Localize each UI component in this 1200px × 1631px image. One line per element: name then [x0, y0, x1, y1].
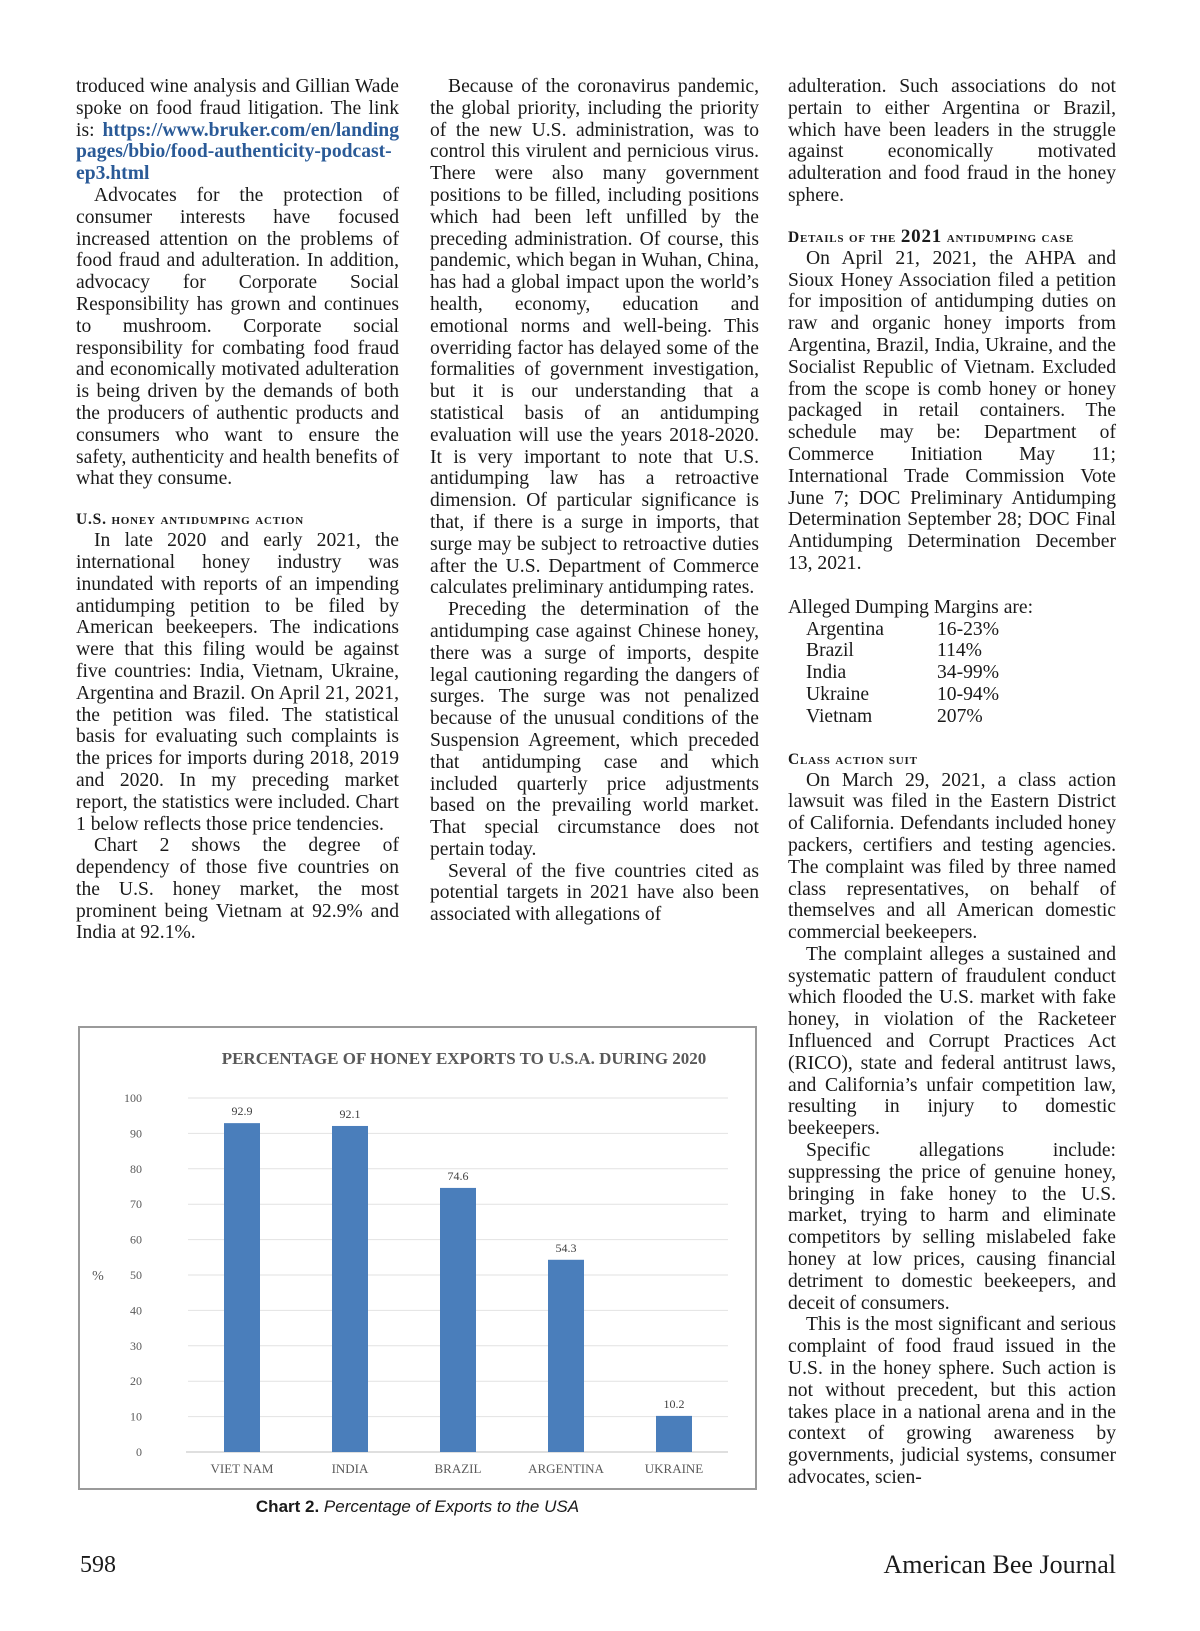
data-label: 92.9: [231, 1104, 253, 1119]
paragraph: Advocates for the protection of consumer interests have focused increased attention on the problems of food fraud and adulteration. In addition, advocacy for Corporate Social Responsibility has grown and continues to mushroom. Corporate social responsibility for combating food fraud and economically motivated adulteration is being driven by the demands of both the producers of authentic products and consumers who want to ensure the safety, authenticity and health benefits of what they consume.: [76, 184, 399, 490]
table-row: [806, 684, 999, 706]
heading-year: 2021: [900, 225, 943, 247]
category-label: BRAZIL: [434, 1461, 482, 1476]
chart-caption: [78, 1497, 757, 1517]
country-cell: Argentina: [806, 618, 884, 640]
data-label: 92.1: [339, 1106, 361, 1121]
category-label: INDIA: [331, 1461, 369, 1476]
y-tick-label: 90: [130, 1126, 142, 1141]
paragraph: Specific allegations include: suppressing the price of genuine honey, bringing in fake honey to the U.S. market, trying to harm and eliminate competitors by selling mislabeled fake honey at low prices, causing financial detriment to domestic beekeepers, and deceit of consumers.: [788, 1140, 1116, 1314]
chart-title: PERCENTAGE OF HONEY EXPORTS TO U.S.A. DURING 2020: [221, 1049, 707, 1068]
y-tick-label: 60: [130, 1232, 142, 1247]
paragraph: Preceding the determination of the antidumping case against Chinese honey, there was a surge of imports, despite legal cautioning regarding the dangers of surges. The surge was not penalized because of the unusual conditions of the Suspension Agreement, which preceded that antidumping case and which included quarterly price adjustments based on the prevailing world market. That special circumstance does not pertain today.: [430, 599, 759, 860]
y-tick-label: 20: [130, 1374, 142, 1389]
bar: [656, 1416, 692, 1452]
y-tick-label: 0: [136, 1445, 142, 1459]
y-tick-label: 50: [130, 1268, 142, 1282]
paragraph-text: troduced wine analysis and Gillian Wade spoke on food fraud litigation. The link is:: [76, 76, 399, 141]
section-heading-2021-details: [788, 227, 1116, 248]
paragraph: On March 29, 2021, a class action lawsuit was filed in the Eastern District of California. Defendants included honey packers, certifiers and testing agencies. The complaint was filed by three named class representatives, on behalf of themselves and all American domestic commercial beekeepers.: [788, 769, 1116, 944]
section-heading-class-action: Class action suit: [788, 750, 918, 768]
table-row: [806, 662, 999, 684]
data-label: 10.2: [663, 1396, 685, 1411]
y-axis-label: %: [92, 1269, 104, 1284]
y-tick-label: 40: [130, 1303, 142, 1318]
column-3: [788, 76, 1116, 1489]
paragraph: On April 21, 2021, the AHPA and Sioux Honey Association filed a petition for imposition of antidumping duties on raw and organic honey imports from Argentina, Brazil, India, Ukraine, and the Socialist Republic of Vietnam. Excluded from the scope is comb honey or honey packaged in retail containers. The schedule may be: Department of Commerce Initiation May 11; International Trade Commission Vote June 7; DOC Preliminary Antidumping Determination September 28; DOC Final Antidumping Determination December 13, 2021.: [788, 247, 1116, 574]
y-tick-label: 30: [130, 1338, 142, 1353]
margin-cell: 34-99%: [937, 662, 1000, 684]
margin-cell: 207%: [937, 705, 983, 727]
paragraph: adulteration. Such associations do not pertain to either Argentina or Brazil, which have been leaders in the struggle against economically motivated adulteration and food fraud in the honey sphere.: [788, 76, 1116, 206]
table-row: [806, 640, 999, 662]
bar: [332, 1126, 368, 1452]
paragraph: This is the most significant and serious complaint of food fraud issued in the U.S. in the honey sphere. Such action is not without precedent, but this action takes place in a national arena and in the context of growing awareness by governments, judicial systems, consumer advocates, scien-: [788, 1314, 1116, 1489]
margin-cell: 114%: [937, 640, 982, 662]
chart-2-container: [78, 1026, 757, 1490]
bar: [440, 1188, 476, 1452]
bruker-podcast-link[interactable]: https://www.bruker.com/en/landingpages/bbio/food-authenticity-podcast-ep3.html: [76, 119, 399, 185]
paragraph: Because of the coronavirus pandemic, the global priority, including the priority of the new U.S. administration, was to control this virulent and pernicious virus. There were also many government positions to be filled, including positions which had been left unfilled by the preceding administration. Of course, this pandemic, which began in Wuhan, China, has had a global impact upon the world’s health, economy, education and emotional norms and well-being. This overriding factor has delayed some of the formalities of government investigation, but it is our understanding that a statistical basis of an antidumping evaluation will use the years 2018-2020. It is very important to note that U.S. antidumping law has a retroactive dimension. Of particular significance is that, if there is a surge in imports, that surge may be subject to retroactive duties after the U.S. Department of Commerce calculates preliminary antidumping rates.: [430, 76, 759, 599]
y-tick-label: 100: [124, 1091, 142, 1105]
table-row: [806, 706, 999, 728]
column-2: [430, 76, 759, 926]
section-heading-antidumping-action: U.S. honey antidumping action: [76, 511, 305, 529]
category-label: ARGENTINA: [528, 1461, 604, 1476]
dumping-margins-title: Alleged Dumping Margins are:: [788, 596, 1034, 618]
bar-chart: [80, 1028, 755, 1488]
country-cell: Ukraine: [806, 683, 870, 705]
y-tick-label: 80: [130, 1161, 142, 1176]
paragraph: Several of the five countries cited as potential targets in 2021 have also been associated with allegations of: [430, 860, 759, 926]
margin-cell: 10-94%: [937, 683, 1000, 705]
y-tick-label: 70: [130, 1197, 142, 1212]
y-tick-label: 10: [130, 1409, 142, 1424]
bar: [224, 1123, 260, 1452]
country-cell: India: [806, 662, 847, 684]
country-cell: Vietnam: [806, 705, 873, 727]
journal-name: American Bee Journal: [883, 1550, 1116, 1579]
margin-cell: 16-23%: [937, 618, 1000, 640]
page-number: 598: [80, 1552, 116, 1578]
caption-label: Chart 2.: [255, 1497, 320, 1516]
paragraph: The complaint alleges a sustained and systematic pattern of fraudulent conduct which flooded the U.S. market with fake honey, in violation of the Racketeer Influenced and Corrupt Practices Act (RICO), state and federal antitrust laws, and California’s unfair competition law, resulting in injury to domestic beekeepers.: [788, 943, 1116, 1140]
column-1: [76, 76, 399, 944]
dumping-margins-table: [806, 619, 999, 728]
category-label: UKRAINE: [644, 1461, 704, 1476]
heading-text: Details of the: [788, 228, 901, 246]
paragraph: [76, 76, 399, 185]
paragraph: Chart 2 shows the degree of dependency of those five countries on the U.S. honey market, the most prominent being Vietnam at 92.9% and India at 92.1%.: [76, 835, 399, 944]
paragraph: In late 2020 and early 2021, the international honey industry was inundated with reports of an impending antidumping petition to be filed by American beekeepers. The indications were that this filing would be against five countries: India, Vietnam, Ukraine, Argentina and Brazil. On April 21, 2021, the petition was filed. The statistical basis for evaluating such complaints is the prices for imports during 2018, 2019 and 2020. In my preceding market report, the statistics were included. Chart 1 below reflects those price tendencies.: [76, 530, 399, 835]
table-row: [806, 619, 999, 641]
country-cell: Brazil: [806, 640, 854, 662]
caption-text: Percentage of Exports to the USA: [319, 1497, 580, 1516]
bar: [548, 1260, 584, 1452]
data-label: 54.3: [555, 1240, 577, 1255]
data-label: 74.6: [447, 1168, 469, 1183]
heading-text: antidumping case: [942, 228, 1075, 246]
category-label: VIET NAM: [210, 1461, 274, 1476]
